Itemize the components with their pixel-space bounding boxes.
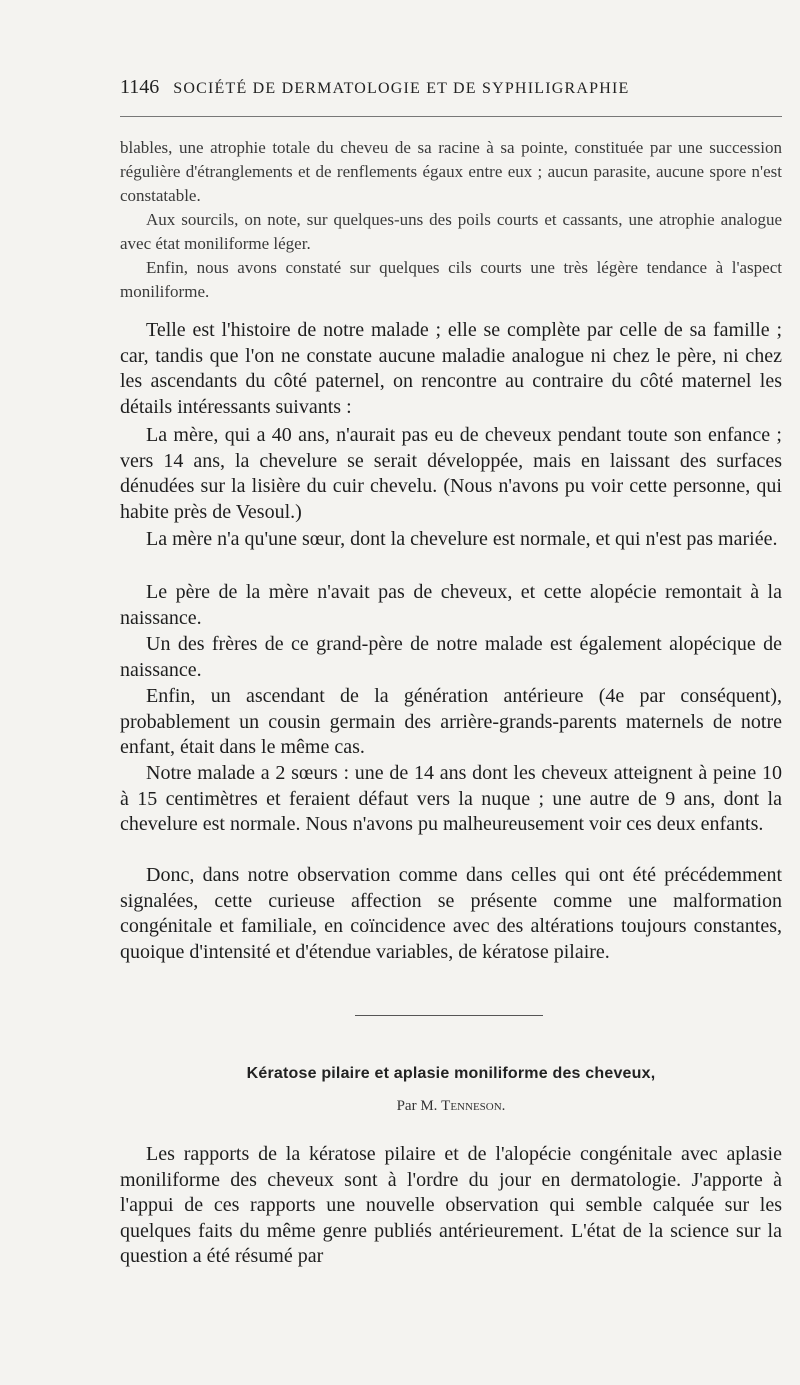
header-rule (120, 116, 782, 117)
paragraph-atrophy: blables, une atrophie totale du cheveu de sa racine à sa pointe, constituée par une succession régulière d'étranglements et de renflements égaux entre eux ; aucun parasite, aucune spore n'est constatable. (120, 138, 782, 206)
section-separator (355, 1015, 543, 1016)
article-title: Kératose pilaire et aplasie moniliforme des cheveux, (246, 1065, 656, 1082)
paragraph-conclusion: Donc, dans notre observation comme dans celles qui ont été précédemment signalées, cette curieuse affection se présente comme une malformation congénitale et familiale, en coïncidence avec des altérations toujours constantes, quoique d'intensité et d'étendue variables, de kératose pilaire. (120, 864, 782, 963)
page-number: 1146 (120, 76, 160, 98)
paragraph-great-uncle: Un des frères de ce grand-père de notre malade est également alopécique de naissance. (120, 633, 782, 681)
paragraph-sisters: Notre malade a 2 sœurs : une de 14 ans dont les cheveux atteignent à peine 10 à 15 centimètres et feraient défaut vers la nuque ; une autre de 9 ans, dont la chevelure est normale. Nous n'avons pu malheureusement voir ces deux enfants. (120, 762, 782, 835)
paragraph-grandfather: Le père de la mère n'avait pas de cheveux, et cette alopécie remontait à la naissance. (120, 581, 782, 629)
paragraph-mother: La mère, qui a 40 ans, n'aurait pas eu de cheveux pendant toute son enfance ; vers 14 ans, la chevelure se serait développée, mais en laissant des surfaces dénudées sur la lisière du cuir chevelu. (Nous n'avons pu voir cette personne, qui habite près de Vesoul.) (120, 424, 782, 523)
author-name: Tenneson. (441, 1098, 506, 1114)
paragraph-family-history: Telle est l'histoire de notre malade ; elle se complète par celle de sa famille ; car, tandis que l'on ne constate aucune maladie analogue ni chez le père, ni chez les ascendants du côté paternel, on rencontre au contraire du côté maternel les détails intéressants suivants : (120, 319, 782, 418)
article-author (120, 1098, 782, 1115)
paragraph-ancestor: Enfin, un ascendant de la génération antérieure (4e par conséquent), probablement un cousin germain des arrière-grands-parents maternels de notre enfant, était dans le même cas. (120, 685, 782, 758)
paragraph-sister-of-mother: La mère n'a qu'une sœur, dont la chevelure est normale, et qui n'est pas mariée. (146, 528, 778, 550)
running-title: SOCIÉTÉ DE DERMATOLOGIE ET DE SYPHILIGRAPHIE (173, 80, 630, 97)
author-prefix: Par M. (396, 1098, 438, 1114)
running-header (120, 76, 780, 99)
paragraph-eyebrows: Aux sourcils, on note, sur quelques-uns des poils courts et cassants, une atrophie analogue avec état moniliforme léger. (120, 210, 782, 254)
paragraph-eyelashes: Enfin, nous avons constaté sur quelques cils courts une très légère tendance à l'aspect moniliforme. (120, 258, 782, 302)
paragraph-article-intro: Les rapports de la kératose pilaire et de l'alopécie congénitale avec aplasie moniliforme des cheveux sont à l'ordre du jour en dermatologie. J'apporte à l'appui de ces rapports une nouvelle observation qui semble calquée sur les quelques faits du même genre publiés antérieurement. L'état de la science sur la question a été résumé par (120, 1143, 782, 1267)
